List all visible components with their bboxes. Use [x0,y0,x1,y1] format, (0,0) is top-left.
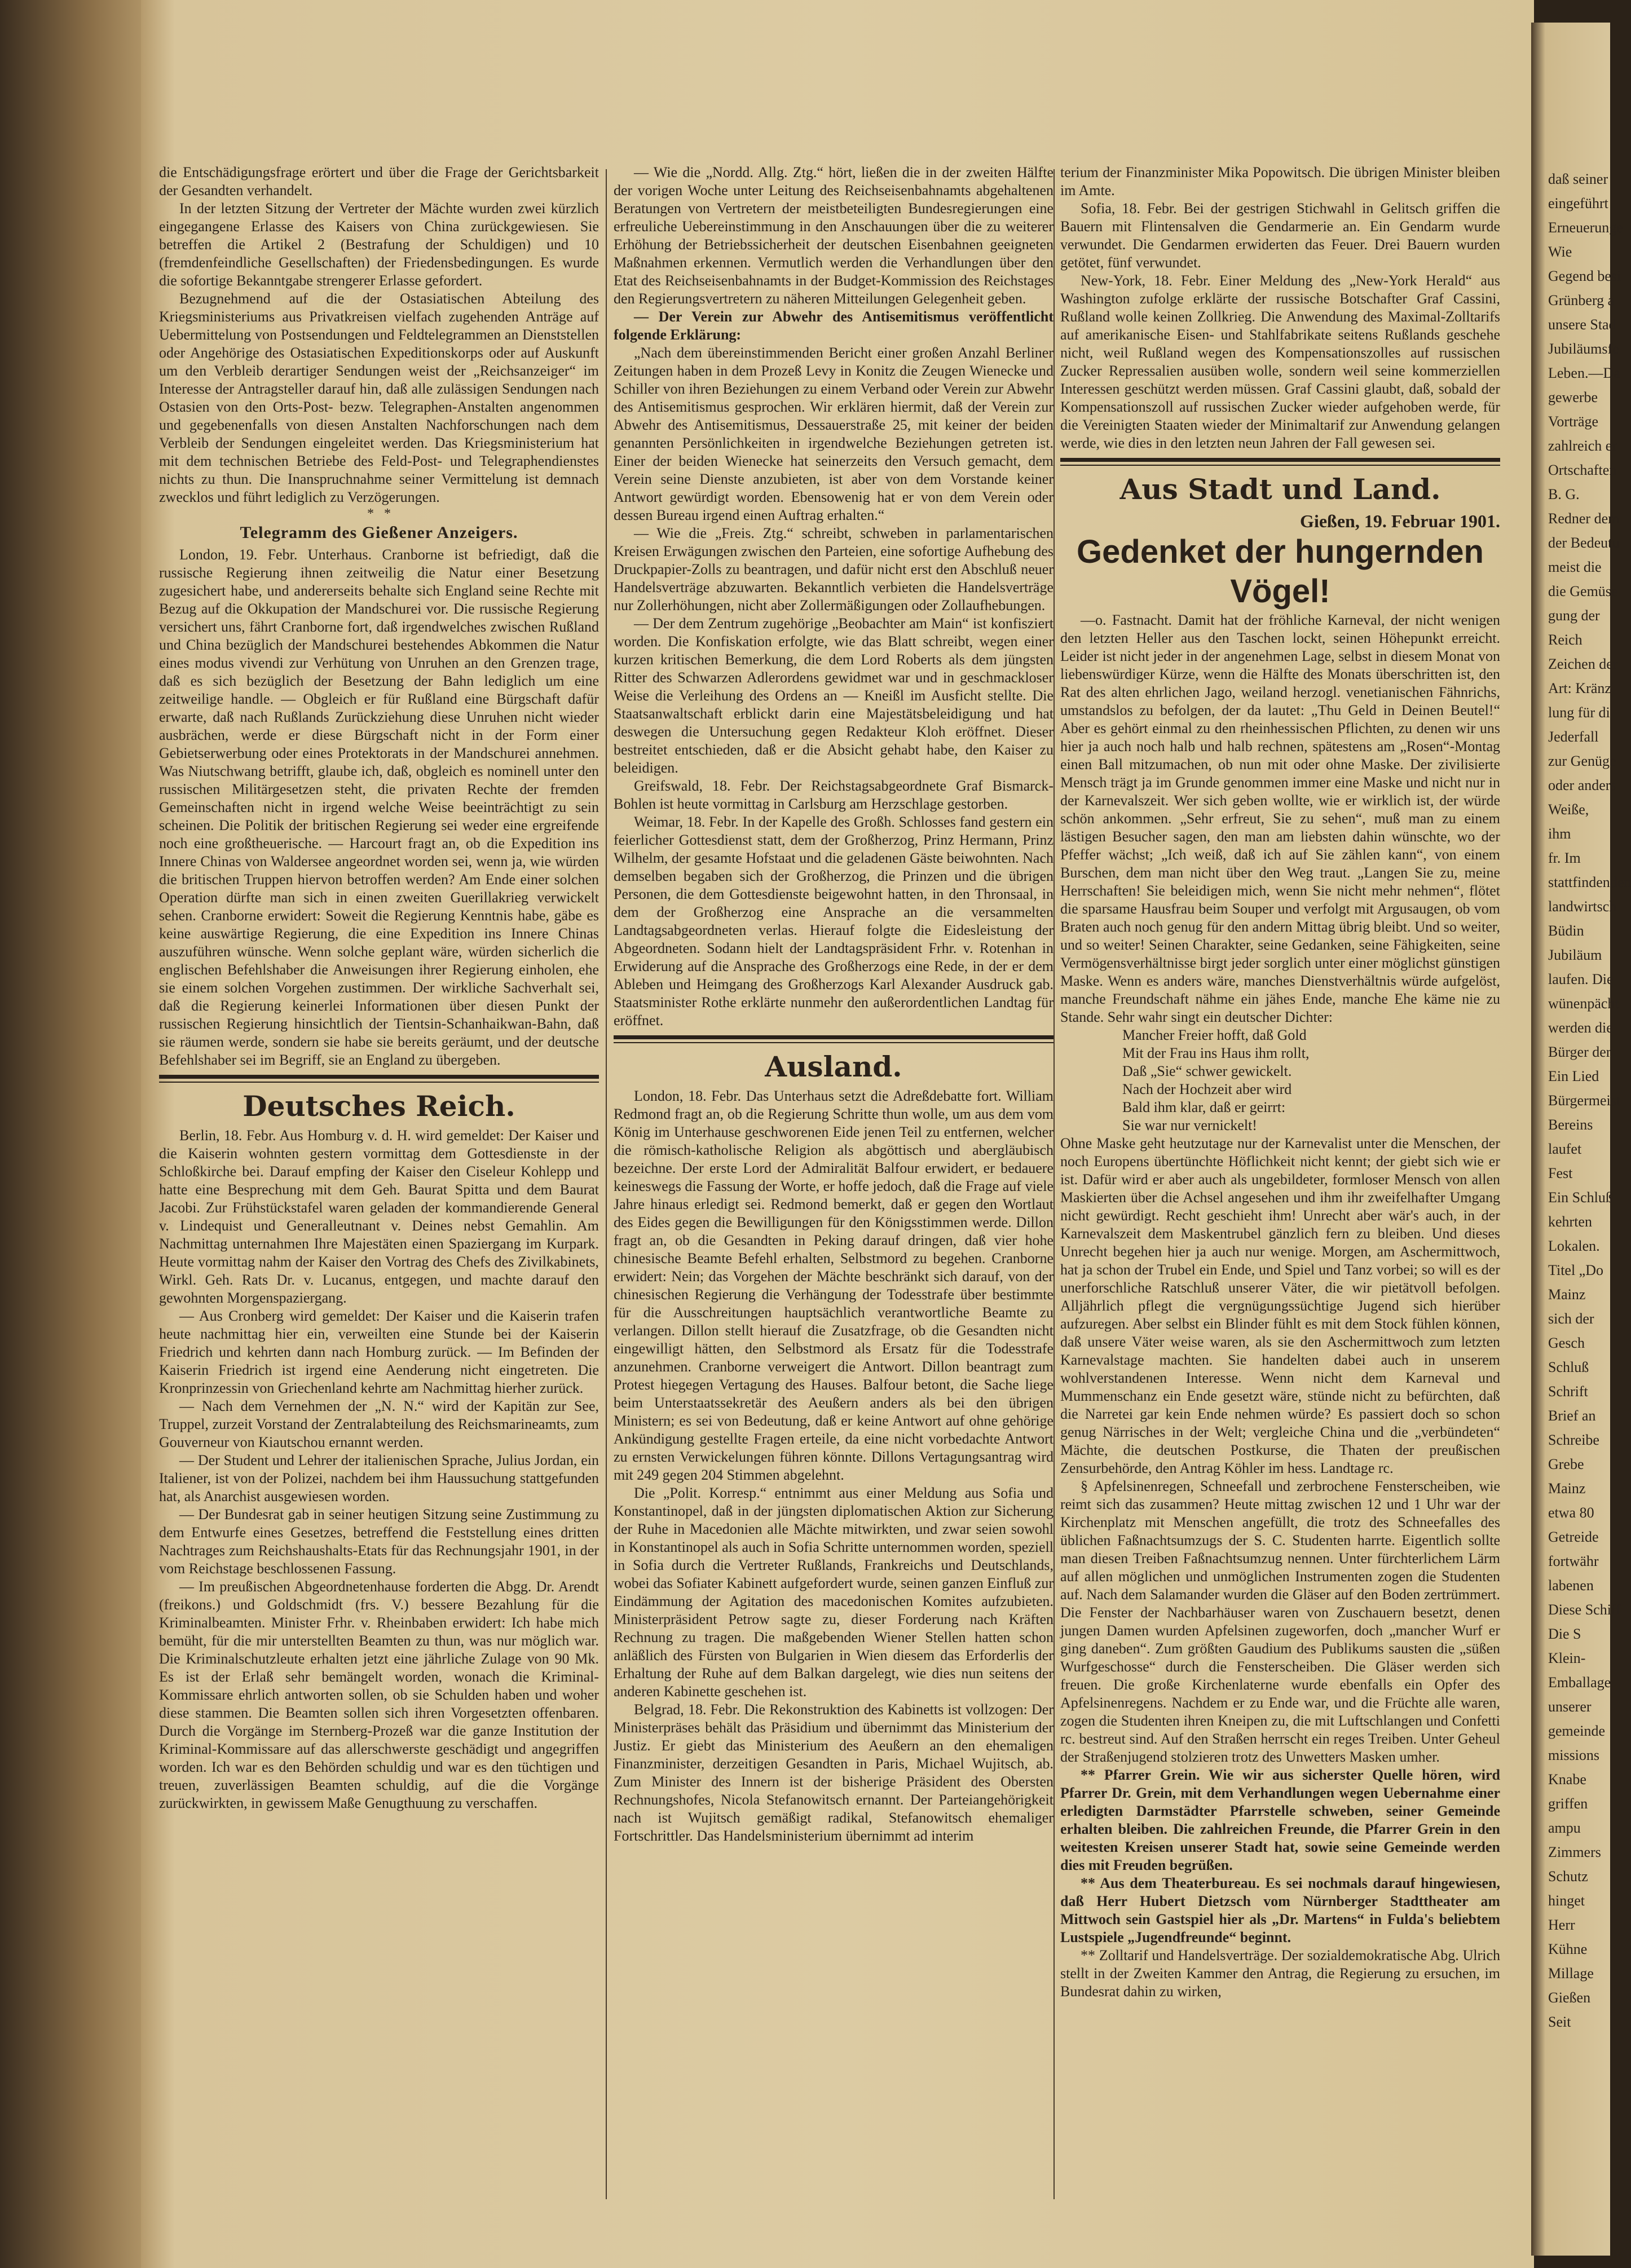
fragment-line: wünenpächt [1548,995,1619,1012]
fragment-line: sich der [1548,1311,1594,1327]
column-3 [1060,164,1500,2001]
poem-line: Mit der Frau ins Haus ihm rollt, [1122,1045,1310,1061]
fragment-line: Ein Lied [1548,1068,1599,1084]
column-divider [606,169,607,2199]
fragment-line: Grebe [1548,1456,1584,1472]
poem-line: Nach der Hochzeit aber wird [1122,1081,1292,1097]
paragraph: Ohne Maske geht heutzutage nur der Karnevalist unter die Menschen, der noch Europens übertünchte Höflichkeit nicht kennt; der giebt sich wie er ist. Dafür wird er aber auch als ungebildeter, formloser Mensch von allen Maskierten über die Achsel angesehen und ihm ihr zweifelhafter Umgang nicht gewürdigt. Recht geschieht ihm! Unrecht aber wär's auch, in der Karnevalszeit dem Maskentrubel gänzlich fern zu bleiben. Und dieses Unrecht begehen hier ja auch nur wenige. Morgen, am Aschermittwoch, hat ja schon der Trubel ein Ende, und Spiel und Tanz vorbei; so will es der unerforschliche Ratschluß unserer Väter, die wir pietätvoll befolgen. Alljährlich pflegt die vergnügungssüchtige Jugend sich hierüber aufzuregen. Aber selbst ein Blinder fühlt es mit dem Stock fühlen können, daß unsere Väter weise waren, als sie den Aschermittwoch zum letzten Karnevalstage machten. Sie handelten dabei auch in unserem wohlverstandenen Interesse. Wenn nicht dem Karneval und Mummenschanz ein Ende gesetzt wäre, stünde nicht zu befürchten, daß die Narretei gar kein Ende nehmen würde? Es passiert doch so schon genug Närrisches in der Welt; vergleiche China und die „verbündeten“ Mächte, die deutschen Postkurse, die Thaten der preußischen Zensurbehörde, den Antrag Köhler im hess. Landtage rc. [1060,1135,1500,1476]
fragment-line: Kühne [1548,1941,1588,1957]
fragment-line: gung der [1548,607,1600,624]
fragment-line: gewerbe [1548,389,1598,405]
adjacent-page-fragment [1531,23,1631,2256]
fragment-line: stattfindenden [1548,874,1631,890]
telegram-heading: Telegramm des Gießener Anzeigers. [240,523,518,542]
fragment-line: Millage [1548,1965,1594,1982]
paragraph: Bezugnehmend auf die der Ostasiatischen Abteilung des Kriegsministeriums aus Privatkreisen vielfach zugehenden Anträge auf Uebermittelung von Postsendungen und Feldtelegrammen an Dienststellen oder Angehörige des Ostasiatischen Expeditionskorps oder auf Auskunft um den Verbleib derartiger Sendungen weist der „Reichsanzeiger“ im Interesse der Antragsteller darauf hin, daß alle zulässigen Sendungen nach Ostasien von den Orts-Post- bezw. Telegraphen-Anstalten angenommen und gegebenenfalls von diesen Anstalten Nachforschungen nach dem Verbleib der Sendungen eingeleitet werden. Das Kriegsministerium hat mit dem technischen Betriebe des Feld-Post- und Telegraphendienstes nichts zu thun. Die Inanspruchnahme seiner Vermittelung ist demnach zwecklos und führt lediglich zu Verzögerungen. [159,290,599,505]
fragment-line: eingeführt [1548,195,1608,211]
paragraph: London, 18. Febr. Das Unterhaus setzt die Adreßdebatte fort. William Redmond fragt an, ob die Regierung Schritte thun wolle, um aus dem vom König im Unterhause geschworenen Eide jenen Teil zu entfernen, welcher die römisch-katholische Religion als abgöttisch und abergläubisch bezeichne. Der erste Lord der Admiralität Balfour erwidert, er bedauere keineswegs die Fassung der Worte, er hoffe jedoch, daß die Frage auf viele Jahre hinaus erledigt sei. Redmond bemerkt, daß er gegen den Wortlaut des Eides gegen die Bewilligungen für den Königsstimmen werde. Dillon fragt an, ob die Gesandten in Peking darauf dringen, daß vier hohe chinesische Beamte Befehl erhalten, Selbstmord zu begehen. Cranborne erwidert: Nein; das Vorgehen der Mächte beschränkt sich darauf, von der chinesischen Regierung die Verhängung der Todesstrafe über bestimmte für die Ausschreitungen hauptsächlich verantwortliche Beamte zu verlangen. Dillon stellt hierauf die Zusatzfrage, ob die Gesandten nicht eingewilligt hätten, den Selbstmord als Ersatz für die Todesstrafe anzunehmen. Cranborne verweigert die Antwort. Dillon beantragt zum Protest hiegegen Vertagung des Hauses. Balfour betont, die Sache liege beim Unterstaatssekretär des Aeußern anders als bei den übrigen Ministern; es sei von Bedeutung, daß er keine Antwort auf ohne gehörige Ankündigung gestellte Fragen erteile, da eine nicht vorbedachte Antwort zu ernsten Verwickelungen führen könnte. Dillons Vertagungsantrag wird mit 249 gegen 204 Stimmen abgelehnt. [614,1088,1053,1483]
fragment-line: Klein- [1548,1650,1586,1666]
headline-voegel: Gedenket der hungernden Vögel! [1077,533,1484,610]
book-binding-edge [0,0,152,2268]
section-separator-stars: * * [367,506,391,521]
fragment-line: fortwähr [1548,1553,1599,1569]
fragment-line: missions [1548,1747,1600,1763]
section-rule [614,1035,1053,1043]
fragment-line: Mainz [1548,1480,1586,1497]
fragment-line: meist die [1548,559,1602,575]
fragment-line: Seit [1548,2014,1571,2030]
section-heading-deutsches-reich: Deutsches Reich. [243,1089,515,1123]
fragment-line: Schreibe [1548,1432,1599,1448]
fragment-line: Weiße, [1548,801,1589,818]
paragraph: die Entschädigungsfrage erörtert und über die Frage der Gerichtsbarkeit der Gesandten verhandelt. [159,164,599,198]
dateline: Gießen, 19. Februar 1901. [1300,511,1500,531]
paragraph: — Der Bundesrat gab in seiner heutigen Sitzung seine Zustimmung zu dem Entwurfe eines Gesetzes, betreffend die Feststellung eines dritten Nachtrages zum Reichshaushalts-Etats für das Rechnungsjahr 1901, in der vom Reichstage beschlossenen Fassung. [159,1506,599,1577]
fragment-line: Mainz [1548,1286,1586,1303]
fragment-line: zur Genüge [1548,753,1616,769]
fragment-line: Bürgermeist [1548,1092,1621,1109]
fragment-line: Zeichen der [1548,656,1618,672]
fragment-line: Jubiläum [1548,947,1602,963]
fragment-line: Emballage [1548,1674,1611,1691]
column-1 [159,164,599,1812]
section-heading-ausland: Ausland. [765,1050,902,1083]
fragment-line: Büdin [1548,923,1584,939]
article-foreign-briefs [1060,164,1500,452]
fragment-line: labenen [1548,1577,1594,1594]
fragment-line: Ein Schluß [1548,1189,1613,1206]
fragment-line: unserer [1548,1698,1592,1715]
fragment-line: Redner dem [1548,510,1620,527]
fragment-line: Schutz [1548,1868,1588,1885]
paragraph: Berlin, 18. Febr. Aus Homburg v. d. H. wird gemeldet: Der Kaiser und die Kaiserin wohnten gestern vormittag dem Gottesdienste in der Schloßkirche bei. Darauf empfing der Kaiser den Ciseleur Kohlepp und hatte eine Besprechung mit dem Geh. Baurat Spitta und dem Baurat Jacobi. Zur Frühstückstafel waren geladen der kommandierende General v. Lindequist und Generalleutnant v. Deines nebst Gemahlin. Am Nachmittag unternahmen Ihre Majestäten einen Spaziergang im Kurpark. Heute vormittag nahm der Kaiser den Vortrag des Chefs des Zivilkabinets, Wirkl. Geh. Rats Dr. v. Lucanus, entgegen, und machte darauf den gewohnten Morgenspaziergang. [159,1127,599,1306]
fragment-line: landwirtsch [1548,898,1617,915]
fragment-line: ihm [1548,826,1571,842]
paragraph: — Nach dem Vernehmen der „N. N.“ wird der Kapitän zur See, Truppel, zurzeit Vorstand der Zentralabteilung des Reichsmarineamts, zum Gouverneur von Kiautschou ernannt werden. [159,1398,599,1450]
fragment-line: der Bedeutu [1548,535,1620,551]
fragment-line: hinget [1548,1892,1585,1909]
fragment-line: griffen [1548,1795,1588,1812]
article-deutsches-reich [159,1127,599,1812]
fragment-line: Grünberg a [1548,292,1615,308]
fragment-line: Schluß [1548,1359,1589,1375]
fragment-line: Herr [1548,1917,1575,1933]
fragment-line: Gegend besi [1548,268,1621,284]
fragment-line: Leben.—Da [1548,365,1620,381]
fragment-line: Bürger der [1548,1044,1611,1060]
fragment-line: etwa 80 [1548,1504,1594,1521]
paragraph: — Aus Cronberg wird gemeldet: Der Kaiser und die Kaiserin trafen heute nachmittag hier ein, verweilten eine Stunde bei der Kaiserin Friedrich und kehrten dann nach Homburg zurück. — Im Befinden der Kaiserin Friedrich ist irgend eine Aenderung nicht eingetreten. Die Kronprinzessin von Griechenland kehrte am Nachmittag hierher zurück. [159,1308,599,1396]
paragraph: —o. Fastnacht. Damit hat der fröhliche Karneval, der nicht wenigen den letzten Heller aus den Taschen lockt, seinen Höhepunkt erreicht. Leider ist nicht jeder in der angenehmen Lage, selbst in diesem Monat von liebenswürdiger Kürze, wenn die Hälfte des Monats überschritten ist, den Rat des alten ehrlichen Jago, weiland herzogl. venetianischen Fähnrichs, umstandslos zu befolgen, der da lautet: „Thu Geld in Deinen Beutel!“ Aber es gehört einmal zu den rheinhessischen Pflichten, zu denen wir uns hier ja auch noch halb und halb rechnen, spätestens am „Rosen“-Montag einen Ball mitzumachen, ob nun mit oder ohne Maske. Der zivilisierte Mensch trägt ja im Grunde genommen immer eine Maske und nicht nur in der Karnevalszeit. Wer sich geben wollte, wie er wirklich ist, der würde schön ankommen. „Sehr erfreut, Sie zu sehen“, muß man zu einem lästigen Besucher sagen, den man am liebsten dahin wünschte, wo der Pfeffer wächst; „Ich weiß, daß ich auf Sie zählen kann“, von einem Burschen, dem man nicht über den Weg traut. „Langen Sie zu, meine Herrschaften! Sie beleidigen mich, wenn Sie nicht mehr nehmen“, flötet die sparsame Hausfrau beim Souper und verfolgt mit Argusaugen, ob vom Braten auch noch genug für den andern Mittag übrig bleibt. Und so weiter, und so weiter! Seinen Charakter, seine Gedanken, seine Fähigkeiten, seine Vermögensverhältnisse birgt jeder sorglich unter einer möglichst günstigen Maske. Wenn es anders wäre, manches Dienstverhältnis würde aufgelöst, manche Freundschaft nähme ein jähes Ende, manche Ehe käme nie zu Stande. Sehr wahr singt ein deutscher Dichter: [1060,612,1500,1025]
fragment-line: laufet [1548,1141,1582,1157]
fragment-line: Ortschaften [1548,462,1617,478]
fragment-line: unsere Stad [1548,316,1616,333]
fragment-line: Zimmers [1548,1844,1601,1860]
poem-line: Bald ihm klar, daß er geirrt: [1122,1099,1286,1115]
fragment-line: die Gemüse [1548,583,1618,599]
fragment-line: werden die [1548,1020,1613,1036]
paragraph: ** Zolltarif und Handelsverträge. Der sozialdemokratische Abg. Ulrich stellt in der Zweiten Kammer den Antrag, die Regierung zu ersuchen, im Bundesrat dahin zu wirken, [1060,1947,1500,2000]
paragraph: Die „Polit. Korresp.“ entnimmt aus einer Meldung aus Sofia und Konstantinopel, daß in der jüngsten diplomatischen Aktion zur Sicherung der Ruhe in Macedonien alle Mächte mitwirkten, und zwar seien sowohl in Konstantinopel als auch in Sofia Schritte unternommen worden, speziell in Sofia durch die Vertreter Rußlands, Frankreichs und Deutschlands, wobei das Sofiater Kabinett aufgefordert wurde, seinen ganzen Einfluß zur Eindämmung der Agitation des macedonischen Komites aufzubieten. Ministerpräsident Petrow sagte zu, dieser Forderung nach Kräften Rechnung zu tragen. Die maßgebenden Wiener Stellen hatten schon anläßlich des Fürsten von Bulgarien in Wien diesem das Erforderlis der Erhaltung der Ruhe auf dem Balkan dargelegt, wie dies nun seitens der anderen Kabinette geschehen ist. [614,1485,1053,1700]
fragment-line: Fest [1548,1165,1573,1181]
fragment-line: Reich [1548,632,1582,648]
article-news-briefs [614,164,1053,1030]
fragment-line: Titel „Do [1548,1262,1603,1278]
poem-line: Daß „Sie“ schwer gewickelt. [1122,1063,1292,1079]
fragment-line: laufen. Die [1548,971,1614,987]
paragraph: — Der dem Zentrum zugehörige „Beobachter am Main“ ist konfisziert worden. Die Konfiskation erfolgte, wie das Blatt schreibt, wegen einer kurzen kritischen Bemerkung, die dem Lord Roberts als dem jüngsten Ritter des Schwarzen Adlerordens gewidmet war und in geschmackloser Weise die Verleihung des Ordens an — Kneißl im Ausficht stellte. Die Staatsanwaltschaft erblickt darin eine Majestätsbeleidigung und hat deswegen die Untersuchung gegen Redakteur Kloh eröffnet. Dieser bestreitet entschieden, daß er die Absicht gehabt habe, den Kaiser zu beleidigen. [614,615,1053,776]
poem-line: Sie war nur vernickelt! [1122,1117,1257,1133]
paragraph: ** Aus dem Theaterbureau. Es sei nochmals darauf hingewiesen, daß Herr Hubert Dietzsch vom Nürnberger Stadttheater am Mittwoch sein Gastspiel hier als „Dr. Martens“ in Fulda's beliebtem Lustspiele „Jugendfreunde“ beginnt. [1060,1875,1500,1945]
paragraph: — Wie die „Nordd. Allg. Ztg.“ hört, ließen die in der zweiten Hälfte der vorigen Woche unter Leitung des Reichseisenbahnamts abgehaltenen Beratungen von Vertretern der meistbeteiligten Bundesregierungen eine erfreuliche Uebereinstimmung in den Anschauungen über die zu weiterer Erhöhung der Betriebssicherheit der deutschen Eisenbahnen geeigneten Maßnahmen erkennen. Vermutlich werden die Verhandlungen über den Etat des Reichseisenbahnamts in der Budget-Kommission des Reichstages den Regierungsvertretern zu näheren Mitteilungen Gelegenheit geben. [614,164,1053,307]
fragment-line: Gießen [1548,1989,1591,2006]
paragraph: — Der Verein zur Abwehr des Antisemitismus veröffentlicht folgende Erklärung: [614,308,1053,343]
section-rule [1060,458,1500,466]
section-heading-aus-stadt-und-land: Aus Stadt und Land. [1119,473,1441,506]
paragraph: In der letzten Sitzung der Vertreter der Mächte wurden zwei kürzlich eingegangene Erlasse des Kaisers von China zurückgewiesen. Sie betreffen die Artikel 2 (Bestrafung der Schuldigen) und 10 (fremdenfeindliche Gesellschaften) der Friedensbedingungen. Es wurde die sofortige Bekanntgabe strengerer Erlasse gefordert. [159,200,599,289]
paragraph: terium der Finanzminister Mika Popowitsch. Die übrigen Minister bleiben im Amte. [1060,164,1500,198]
column-2 [614,164,1053,1845]
fragment-line: lung für di [1548,704,1610,721]
article-local-news [1060,1135,1500,2001]
paragraph: Belgrad, 18. Febr. Die Rekonstruktion des Kabinetts ist vollzogen: Der Ministerpräses behält das Präsidium und übernimmt das Ministerium der Justiz. Er giebt das Ministerium des Aeußern an den ehemaligen Finanzminister, derzeitigen Gesandten in Paris, Michael Wujitsch, ab. Zum Minister des Innern ist der bisherige Präsident des Obersten Rechnungshofes, Nicola Stefanowitsch ernannt. Der Parteiangehörigkeit nach ist Wujitsch gemäßigt radikal, Stefanowitsch ehemaliger Fortschrittler. Das Handelsministerium übernimmt ad interim [614,1701,1053,1844]
fragment-line: B. G. [1548,486,1580,502]
paragraph: Sofia, 18. Febr. Bei der gestrigen Stichwahl in Gelitsch griffen die Bauern mit Flintensalven die Gendarmerie an. Ein Gendarm wurde verwundet. Die Gendarmen erwiderten das Feuer. Drei Bauern wurden getötet, fünf verwundet. [1060,200,1500,271]
paragraph: London, 19. Febr. Unterhaus. Cranborne ist befriedigt, daß die russische Regierung ihnen zeitweilig die Natur einer Besetzung zugesichert habe, und andererseits behalte sich England seine Rechte mit Bezug auf die Okkupation der Mandschurei vor. Die russische Regierung versichert uns, fährt Cranborne fort, daß irgendwelches zwischen Rußland und China bezüglich der Mandschurei bestehendes Abkommen die Natur eines modus vivendi zur Verhütung von Unruhen an den Grenzen trage, daß es sich bezüglich der Besetzung der Bahn lediglich um eine zeitweilige handle. — Obgleich er für Rußland eine Bürgschaft dafür erwarte, daß nach Rußlands Zurückziehung diese Unruhen nicht wieder ausbrächen, werde er diese Bürgschaft nicht in der Form einer Gebietserwerbung oder eines Protektorats in der Mandschurei annehmen. Was Niutschwang betrifft, glaube ich, daß, obgleich es nominell unter den russischen Militärgesetzen steht, die privaten Rechte der fremden Gemeinschaften nicht in irgend welche Weise beeinträchtigt zu sein scheinen. Die Politik der britischen Regierung sei weder eine ergreifende noch eine großtheuerische. — Harcourt fragt an, ob die Expedition ins Innere Chinas von Waldersee angeordnet worden sei, wenn ja, wie würden die britischen Truppen hiervon betroffen werden? Am Ende einer solchen Operation dürfte man sich in einen zweiten Guerillakrieg verwickelt sehen. Cranborne erwidert: Soweit die Regierung Kenntnis habe, gäbe es keine auswärtige Regierung, die eine Expedition ins Innere Chinas auszuführen wünsche. Wenn solche geplant wäre, würden sicherlich die englischen Befehlshaber die Anweisungen ihrer Regierung einholen, ehe sie einem solchen Vorgehen zustimmen. Der wirkliche Sachverhalt sei, daß die Regierung keinerlei Informationen über diesen Punkt der russischen Regierung hinsichtlich der Tientsin-Schanhaikwan-Bahn, daß sie räumen werde, sondern sie habe sie bereits geräumt, und der deutsche Befehlshaber sei im Begriff, sie an England zu übergeben. [159,546,599,1068]
fragment-line: gemeinde [1548,1723,1606,1739]
paragraph: — Der Student und Lehrer der italienischen Sprache, Julius Jordan, ein Italiener, ist von der Polizei, nachdem bei ihm Haussuchung stattgefunden hat, als Anarchist ausgewiesen worden. [159,1452,599,1504]
fragment-line: ampu [1548,1820,1581,1836]
fragment-line: Brief an [1548,1407,1596,1424]
section-rule [159,1075,599,1083]
fragment-line: Lokalen. [1548,1238,1600,1254]
paragraph: Weimar, 18. Febr. In der Kapelle des Großh. Schlosses fand gestern ein feierlicher Gottesdienst statt, dem der Großherzog, Prinz Hermann, Prinz Wilhelm, der gesamte Hofstaat und die geladenen Gäste beiwohnten. Nach demselben begaben sich der Großherzog, die Prinzen und die übrigen Personen, die dem Gottesdienste beigewohnt hatten, in den Thronsaal, in dem der Großherzog eine Ansprache an die versammelten Landtagsabgeordneten verlas. Hierauf folgte die Eidesleistung der Abgeordneten. Sodann hielt der Landtagspräsident Frhr. v. Rotenhan in Erwiderung auf die Ansprache des Großherzogs eine Rede, in der er dem Ableben und Heimgang des Großherzogs Karl Alexander Ausdruck gab. Staatsminister Rothe erklärte nunmehr den außerordentlichen Landtag für eröffnet. [614,814,1053,1029]
poem [1060,1026,1500,1135]
quoted-declaration: „Nach dem übereinstimmenden Bericht einer großen Anzahl Berliner Zeitungen haben in dem Prozeß Levy in Konitz die Zeugen Wienecke und Schiller von ihren Beziehungen zu einem Verband oder Verein zur Abwehr des Antisemitismus gesprochen. Wir erklären hiermit, daß der Verein zur Abwehr des Antisemitismus, Dessauerstraße 25, mit keiner der beiden genannten Persönlichkeiten in irgendwelche Beziehungen getreten ist. Einer der beiden Wienecke hat seinerzeits den Versuch gemacht, dem Verein seine Dienste anzubieten, ist aber von dem Vorstande keiner Antwort gewürdigt worden. Ebensowenig hat er von dem Verein oder dessen Bureau irgend einen Auftrag erhalten.“ [614,345,1053,523]
fragment-line: Wie [1548,244,1572,260]
paragraph: New-York, 18. Febr. Einer Meldung des „New-York Herald“ aus Washington zufolge erklärte der russische Botschafter Graf Cassini, Rußland wolle keinen Zollkrieg. Die Anwendung des Maximal-Zolltarifs auf amerikanische Eisen- und Stahlfabrikate seitens Rußlands geschehe nicht, weil Rußland wegen des Kompensationszolles auf russischen Zucker Repressalien ausüben wolle, sondern weil seine kommerziellen Interessen geschützt werden müssen. Graf Cassini glaubt, daß, sobald der Kompensationszoll auf russischen Zucker wieder aufgehoben werde, für die Vereinigten Staaten wieder der Minimaltarif zur Anwendung gelangen werde, wie dies in den letzten neun Jahren der Fall gewesen sei. [1060,272,1500,451]
fragment-line: Getreide [1548,1529,1599,1545]
article-china-negotiations [159,164,599,506]
fragment-line: Art: Kränz [1548,680,1611,696]
article-fastnacht [1060,611,1500,1026]
fragment-line: kehrten [1548,1214,1592,1230]
fragment-line: Die S [1548,1626,1581,1642]
fragment-line: Vorträge [1548,413,1599,430]
article-ausland [614,1087,1053,1845]
fragment-line: Knabe [1548,1771,1586,1788]
fragment-line: zahlreich er [1548,438,1617,454]
fragment-line: fr. Im [1548,850,1581,866]
fragment-line: Bereins [1548,1117,1593,1133]
column-divider [1053,169,1055,2199]
fragment-line: oder anders [1548,777,1616,793]
poem-line: Mancher Freier hofft, daß Gold [1122,1027,1307,1043]
fragment-line: daß seiner [1548,171,1608,187]
fragment-line: Schrift [1548,1383,1588,1400]
paragraph: — Wie die „Freis. Ztg.“ schreibt, schweben in parlamentarischen Kreisen Erwägungen zwischen den Parteien, eine sofortige Aufhebung des Druckpapier-Zolls zu beantragen, und dafür nicht erst den Abschluß neuer Handelsverträge abzuwarten. Bekanntlich verbieten die Handelsverträge nur Zollerhöhungen, nicht aber Zollermäßigungen oder Zollaufhebungen. [614,525,1053,614]
paragraph: — Im preußischen Abgeordnetenhause forderten die Abgg. Dr. Arendt (freikons.) und Goldschmidt (frs. V.) bessere Bezahlung für die Kriminalbeamten. Minister Frhr. v. Rheinbaben erwidert: Ich habe mich bemüht, für die mir unterstellten Beamten zu thun, was nur möglich war. Die Kriminalschutzleute erhalten jetzt eine jährliche Zulage von 90 Mk. Es ist der Erlaß sehr bemängelt worden, wonach die Kriminal-Kommissare ehrlich antworten sollen, ob sie Schulden haben und woher diese stammen. Die Beamten sollen sich ihren Vorgesetzten offenbaren. Durch die Vorgänge im Sternberg-Prozeß war die ganze Institution der Kriminal-Kommissare auf das allerschwerste geschädigt und angegriffen worden. Ich war es den Behörden schuldig und war es den tüchtigen und treuen, zuverlässigen Beamten schuldig, auf die die Vorgänge zurückwirkten, in gewissem Maße Genugthuung zu verschaffen. [159,1578,599,1811]
fragment-line: Diese Schiff [1548,1601,1621,1618]
article-telegram [159,546,599,1069]
fragment-line: Erneuerunge [1548,219,1623,236]
paragraph: § Apfelsinenregen, Schneefall und zerbrochene Fensterscheiben, wie reimt sich das zusammen? Heute mittag zwischen 12 und 1 Uhr war der Kirchenplatz mit Menschen angefüllt, die trotz des Schneefalles des üblichen Faßnachtsumzugs der S. C. Studenten harrte. Eigentlich sollte man diesen Treiben Faßnachtsumzug nennen. Unter fürchterlichem Lärm auf allen möglichen und unmöglichen Instrumenten zogen die Studenten auf. Nach dem Salamander wurden die Gläser auf den Boden zertrümmert. Die Fenster der Nachbarhäuser waren von Zuschauern besetzt, denen jungen Damen wurden Apfelsinen zugeworfen, doch „mancher Wurf er ging daneben“. Zum größten Gaudium des Publikums sausten die „süßen Wurfgeschosse“ durch die Fensterscheiben. Die Gläser werden sich freuen. Die große Kirchenlaterne wurde ebenfalls ein Opfer des Apfelsinenregens. Nachdem er zu Ende war, und die Früchte alle waren, zogen die Studenten ihren Kneipen zu, die mit Luftschlangen und Confetti rc. bestreut sind. Auf den Straßen herrscht ein reges Treiben. Unter Geheul der Straßenjugend stolzieren trotz des Unwetters Masken umher. [1060,1478,1500,1765]
paragraph: ** Pfarrer Grein. Wie wir aus sicherster Quelle hören, wird Pfarrer Dr. Grein, mit dem Verhandlungen wegen Uebernahme einer erledigten Darmstädter Pfarrstelle schweben, seiner Gemeinde erhalten bleiben. Die zahlreichen Freunde, die Pfarrer Grein in den weitesten Kreisen unserer Stadt hat, sowie seine Gemeinde werden dies mit Freuden begrüßen. [1060,1767,1500,1873]
fragment-line: Jederfall [1548,729,1599,745]
fragment-line: Gesch [1548,1335,1585,1351]
fragment-line: Jubiläumsfe [1548,341,1619,357]
paragraph: Greifswald, 18. Febr. Der Reichstagsabgeordnete Graf Bismarck-Bohlen ist heute vormittag in Carlsburg am Herzschlage gestorben. [614,778,1053,812]
